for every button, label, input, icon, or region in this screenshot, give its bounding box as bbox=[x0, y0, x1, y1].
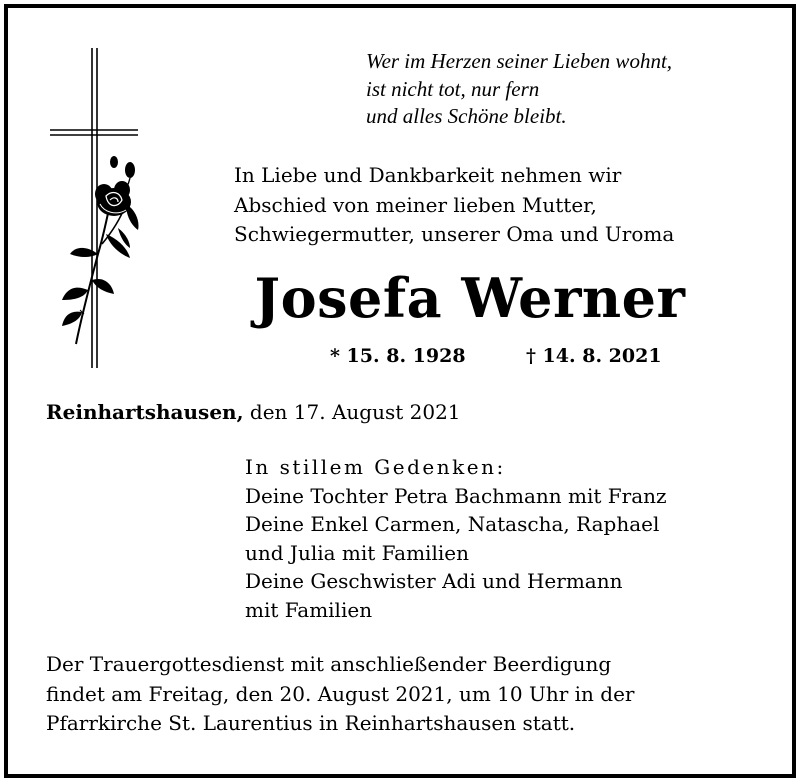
place-name: Reinhartshausen, bbox=[46, 400, 244, 424]
quote-line: Wer im Herzen seiner Lieben wohnt, bbox=[366, 49, 673, 73]
mourners-heading: In stillem Gedenken: bbox=[245, 455, 506, 479]
intro-line: Abschied von meiner lieben Mutter, bbox=[234, 192, 597, 217]
service-line: findet am Freitag, den 20. August 2021, um 10 Uhr in der bbox=[46, 681, 635, 706]
intro-text bbox=[234, 161, 674, 250]
memorial-quote bbox=[366, 48, 672, 131]
place-and-date bbox=[46, 398, 461, 426]
mourner-line: Deine Tochter Petra Bachmann mit Franz bbox=[245, 483, 667, 508]
deceased-name: Josefa Werner bbox=[254, 266, 686, 330]
quote-line: und alles Schöne bleibt. bbox=[366, 104, 567, 128]
service-line: Pfarrkirche St. Laurentius in Reinhartshausen statt. bbox=[46, 711, 576, 735]
intro-line: In Liebe und Dankbarkeit nehmen wir bbox=[234, 163, 622, 187]
mourner-line: mit Familien bbox=[245, 597, 373, 622]
cross-with-rose-icon bbox=[46, 44, 146, 374]
death-date: † 14. 8. 2021 bbox=[526, 345, 662, 367]
obituary-notice bbox=[4, 4, 796, 778]
funeral-service-info bbox=[46, 650, 634, 739]
mourners-list bbox=[245, 453, 667, 624]
mourner-line: Deine Geschwister Adi und Hermann bbox=[245, 569, 623, 593]
intro-line: Schwiegermutter, unserer Oma und Uroma bbox=[234, 222, 675, 246]
mourner-line: und Julia mit Familien bbox=[245, 540, 469, 565]
birth-date: * 15. 8. 1928 bbox=[330, 345, 466, 367]
notice-date: den 17. August 2021 bbox=[243, 400, 461, 424]
mourner-line: Deine Enkel Carmen, Natascha, Raphael bbox=[245, 512, 660, 536]
quote-line: ist nicht tot, nur fern bbox=[366, 76, 540, 101]
service-line: Der Trauergottesdienst mit anschließender Beerdigung bbox=[46, 652, 612, 676]
